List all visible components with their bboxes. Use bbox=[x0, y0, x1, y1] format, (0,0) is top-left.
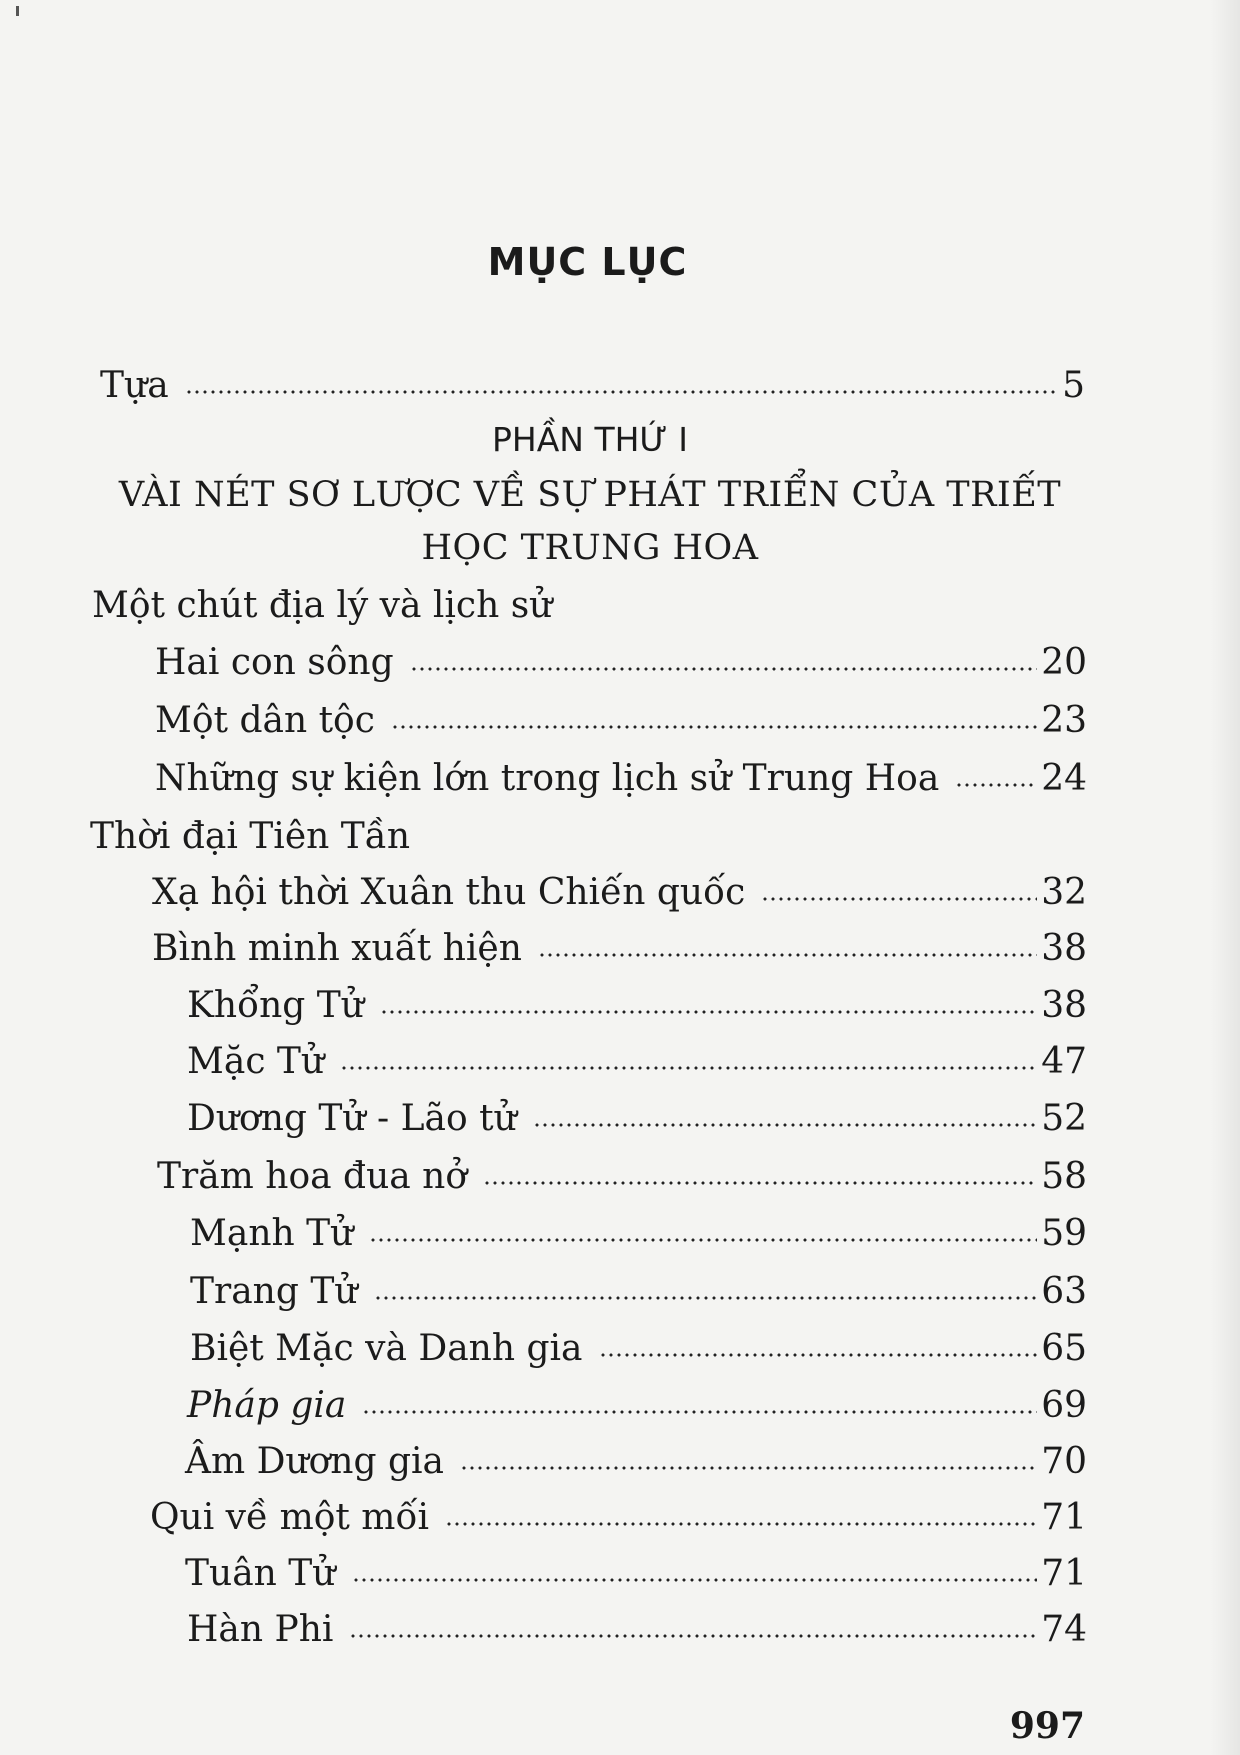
toc-entry[interactable] bbox=[187, 1098, 1087, 1146]
toc-entry-label: Trang Tử bbox=[190, 1271, 358, 1312]
page-edge-shadow bbox=[1210, 0, 1240, 1755]
dot-leader bbox=[410, 659, 1038, 679]
dot-leader bbox=[374, 1288, 1038, 1308]
toc-entry-label: Một dân tộc bbox=[155, 700, 375, 741]
toc-entry-label: Khổng Tử bbox=[187, 985, 364, 1026]
toc-entry-label: Hàn Phi bbox=[187, 1609, 334, 1650]
toc-entry[interactable] bbox=[152, 872, 1087, 920]
dot-leader bbox=[445, 1514, 1037, 1534]
part-title-line-1: VÀI NÉT SƠ LƯỢC VỀ SỰ PHÁT TRIỂN CỦA TRIẾT bbox=[118, 475, 1062, 515]
toc-entry-label: Qui về một mối bbox=[150, 1497, 429, 1538]
toc-entry-page: 65 bbox=[1041, 1328, 1087, 1369]
page-number: 997 bbox=[1009, 1705, 1085, 1747]
toc-entry-page: 38 bbox=[1041, 985, 1087, 1026]
dot-leader bbox=[599, 1345, 1038, 1365]
toc-entry-label: Pháp gia bbox=[187, 1385, 347, 1426]
toc-entry-label: Âm Dương gia bbox=[185, 1441, 444, 1482]
toc-entry-page: 70 bbox=[1041, 1441, 1087, 1482]
dot-leader bbox=[955, 775, 1037, 795]
dot-leader bbox=[538, 945, 1037, 965]
toc-entry[interactable] bbox=[187, 985, 1087, 1033]
toc-entry-label: Bình minh xuất hiện bbox=[152, 928, 522, 969]
part-title-line-2: HỌC TRUNG HOA bbox=[421, 528, 759, 568]
toc-entry-label: Mặc Tử bbox=[187, 1041, 325, 1082]
toc-entry[interactable] bbox=[187, 1385, 1087, 1433]
toc-entry-page: 23 bbox=[1041, 700, 1087, 741]
dot-leader bbox=[761, 889, 1037, 909]
toc-entry-page: 47 bbox=[1041, 1041, 1087, 1082]
toc-entry[interactable] bbox=[152, 928, 1087, 976]
toc-entry-label: Mạnh Tử bbox=[190, 1213, 354, 1254]
dot-leader bbox=[369, 1230, 1037, 1250]
toc-entry[interactable] bbox=[190, 1271, 1087, 1319]
dot-leader bbox=[380, 1002, 1037, 1022]
toc-entry[interactable] bbox=[187, 1609, 1087, 1657]
toc-entry-label: Tuân Tử bbox=[185, 1553, 336, 1594]
toc-entry-page: 20 bbox=[1041, 642, 1087, 683]
toc-entry-label: Hai con sông bbox=[155, 642, 394, 683]
toc-entry-page: 52 bbox=[1041, 1098, 1087, 1139]
toc-entry-page: 59 bbox=[1041, 1213, 1087, 1254]
dot-leader bbox=[340, 1058, 1037, 1078]
page-title: MỤC LỤC bbox=[487, 240, 688, 284]
toc-entry-label: Xạ hội thời Xuân thu Chiến quốc bbox=[152, 872, 746, 913]
toc-entry[interactable] bbox=[185, 1553, 1087, 1601]
section-heading[interactable]: Thời đại Tiên Tần bbox=[90, 816, 411, 857]
toc-entry-page: 71 bbox=[1041, 1497, 1087, 1538]
dot-leader bbox=[352, 1570, 1038, 1590]
dot-leader bbox=[185, 382, 1058, 402]
toc-entry-page: 58 bbox=[1041, 1156, 1087, 1197]
dot-leader bbox=[460, 1458, 1037, 1478]
toc-entry[interactable] bbox=[157, 1156, 1087, 1204]
toc-entry-page: 24 bbox=[1041, 758, 1087, 799]
toc-entry-page: 69 bbox=[1041, 1385, 1087, 1426]
toc-entry-label: Dương Tử - Lão tử bbox=[187, 1098, 517, 1139]
toc-entry-page: 63 bbox=[1041, 1271, 1087, 1312]
toc-entry[interactable] bbox=[185, 1441, 1087, 1489]
toc-entry-preface[interactable] bbox=[100, 365, 1085, 413]
toc-entry-label: Biệt Mặc và Danh gia bbox=[190, 1328, 583, 1369]
toc-entry[interactable] bbox=[150, 1497, 1087, 1545]
toc-entry[interactable] bbox=[190, 1213, 1087, 1261]
part-label: PHẦN THỨ I bbox=[492, 420, 688, 459]
toc-entry[interactable] bbox=[190, 1328, 1087, 1376]
dot-leader bbox=[391, 717, 1037, 737]
toc-entry-label: Trăm hoa đua nở bbox=[157, 1156, 468, 1197]
section-heading[interactable]: Một chút địa lý và lịch sử bbox=[92, 585, 553, 626]
toc-entry[interactable] bbox=[155, 700, 1087, 748]
toc-entry-label: Tựa bbox=[100, 365, 169, 406]
toc-entry-page: 74 bbox=[1041, 1609, 1087, 1650]
toc-entry-page: 71 bbox=[1041, 1553, 1087, 1594]
dot-leader bbox=[362, 1402, 1037, 1422]
toc-entry-page: 32 bbox=[1041, 872, 1087, 913]
toc-entry[interactable] bbox=[187, 1041, 1087, 1089]
toc-entry-page: 38 bbox=[1041, 928, 1087, 969]
dot-leader bbox=[483, 1173, 1037, 1193]
scan-speck bbox=[16, 6, 19, 16]
toc-entry[interactable] bbox=[155, 642, 1087, 690]
dot-leader bbox=[533, 1115, 1037, 1135]
dot-leader bbox=[349, 1626, 1037, 1646]
toc-entry[interactable] bbox=[155, 758, 1087, 806]
toc-entry-page: 5 bbox=[1062, 365, 1085, 406]
toc-entry-label: Những sự kiện lớn trong lịch sử Trung Hoa bbox=[155, 758, 940, 799]
